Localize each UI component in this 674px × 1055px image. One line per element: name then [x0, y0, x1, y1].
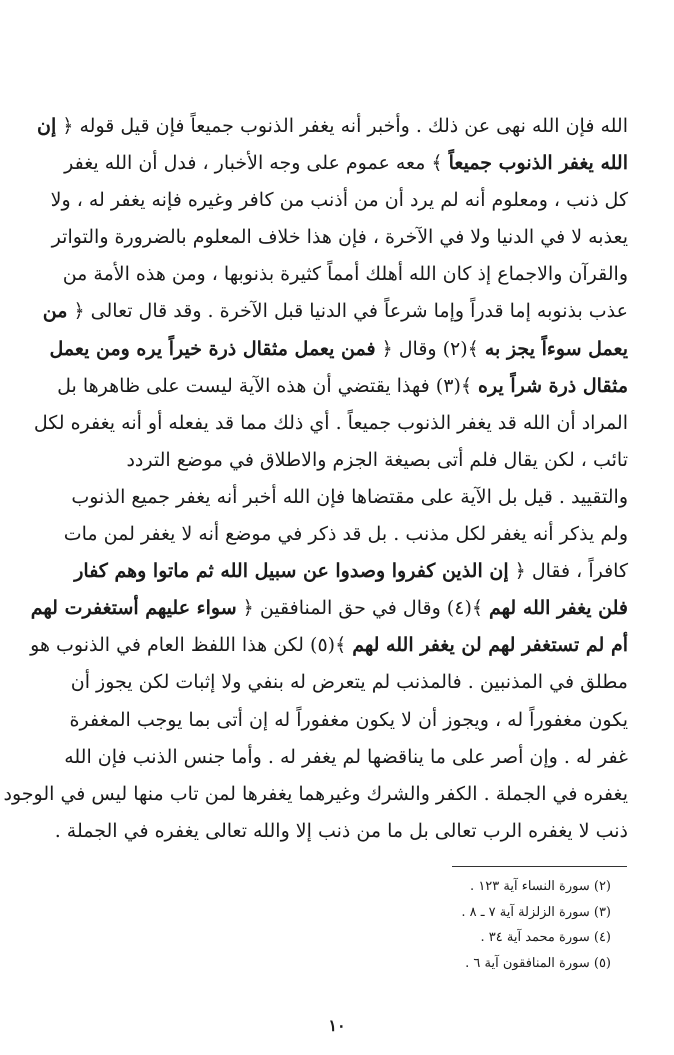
text-line	[46, 145, 628, 182]
quran-quote: إن الذين كفروا وصدوا عن سبيل الله ثم ماتوا وهم كفار	[74, 560, 509, 583]
text-run: مطلق في المذنبين . فالمذنب لم يتعرض له بنفي ولا إثبات لكن يجوز أن	[70, 671, 628, 694]
footnotes	[361, 874, 611, 976]
text-line	[46, 256, 628, 293]
text-line	[42, 293, 628, 330]
text-line	[46, 219, 628, 256]
text-run: الله فإن الله نهى عن ذلك . وأخبر أنه يغفر الذنوب جميعاً فإن قيل قوله ﴿	[56, 115, 628, 137]
text-line	[46, 442, 628, 479]
text-run: عذب بذنوبه إما قدراً وإما شرعاً في الدنيا قبل الآخرة . وقد قال تعالى ﴿	[67, 300, 628, 323]
text-line	[46, 479, 628, 516]
quran-quote: فمن يعمل مثقال ذرة خيراً يره ومن يعمل	[49, 337, 376, 360]
footnote: (٤) سورة محمد آية ٣٤ .	[480, 930, 611, 945]
footnote: (٢) سورة النساء آية ١٢٣ .	[470, 879, 611, 894]
quran-quote: سواء عليهم أستغفرت لهم	[30, 597, 237, 620]
text-line	[46, 331, 628, 368]
text-run: ذنب لا يغفره الرب تعالى بل ما من ذنب إلا والله تعالى يغفره في الجملة .	[54, 819, 628, 842]
text-run: تائب ، لكن يقال فلم أتى بصيغة الجزم والاطلاق في موضع التردد	[126, 448, 628, 471]
text-line	[46, 182, 628, 219]
text-run: المراد أن الله قد يغفر الذنوب جميعاً . أي ذلك مما قد يفعله أو أنه يغفره لكل	[33, 411, 628, 434]
text-run: ﴾ معه عموم على وجه الأخبار ، فدل أن الله يغفر	[64, 152, 449, 175]
quran-quote: مثقال ذرة شراً يره	[478, 374, 628, 397]
text-run: كل ذنب ، ومعلوم أنه لم يرد أن من أذنب من كافر وغيره فإنه يغفر له ، ولا	[50, 189, 628, 212]
text-run: والقرآن والاجماع إذ كان الله أهلك أمماً كثيرة بذنوبها ، ومن هذه الأمة من	[62, 263, 628, 286]
quran-quote: يعمل سوءاً يجز به	[484, 337, 628, 360]
quran-quote: فلن يغفر الله لهم	[489, 597, 628, 620]
quran-quote: إن	[37, 115, 57, 137]
page-number: ١٠	[328, 1016, 346, 1035]
text-line	[46, 664, 628, 701]
quran-quote: أم لم تستغفر لهم لن يغفر الله لهم	[352, 634, 628, 657]
text-run: ولم يذكر أنه يغفر لكل مذنب . بل قد ذكر في موضع أنه لا يغفر لمن مات	[63, 523, 628, 546]
body-text	[3, 108, 628, 850]
text-line	[46, 516, 628, 553]
text-run: ﴾(٣) فهذا يقتضي أن هذه الآية ليست على ظاهرها بل	[57, 374, 479, 397]
text-line	[46, 368, 628, 405]
text-line	[37, 108, 628, 145]
text-run: ﴾(٢) وقال ﴿	[375, 337, 485, 360]
text-line	[33, 405, 628, 442]
text-run: كافراً ، فقال ﴿	[508, 560, 628, 583]
text-run: غفر له . وإن أصر على ما يناقضها لم يغفر له . وأما جنس الذنب فإن الله	[64, 745, 628, 768]
text-run: يعذبه لا في الدنيا ولا في الآخرة ، فإن هذا خلاف المعلوم بالضرورة والتواتر	[51, 226, 628, 249]
text-run: يكون مغفوراً له ، ويجوز أن لا يكون مغفوراً له إن أتى بما يوجب المغفرة	[69, 708, 628, 731]
text-line	[30, 627, 628, 664]
text-line	[46, 739, 628, 776]
text-line	[30, 590, 628, 627]
text-run: والتقييد . قيل بل الآية على مقتضاها فإن الله أخبر أنه يغفر جميع الذنوب	[71, 485, 628, 508]
footnote: (٥) سورة المنافقون آية ٦ .	[465, 955, 611, 971]
footnote-divider	[452, 866, 627, 867]
text-run: ﴾(٥) لكن هذا اللفظ العام في الذنوب هو	[30, 634, 353, 657]
footnote: (٣) سورة الزلزلة آية ٧ ـ ٨ .	[461, 904, 611, 920]
text-line	[46, 553, 628, 590]
text-line	[46, 813, 628, 850]
quran-quote: من	[42, 300, 68, 323]
text-run: يغفره في الجملة . الكفر والشرك وغيرهما يغفرها لمن تاب منها ليس في الوجود	[3, 782, 628, 805]
text-run: ﴾(٤) وقال في حق المنافقين ﴿	[236, 597, 490, 620]
quran-quote: الله يغفر الذنوب جميعاً	[448, 152, 628, 175]
text-line	[3, 776, 628, 813]
text-line	[46, 702, 628, 739]
